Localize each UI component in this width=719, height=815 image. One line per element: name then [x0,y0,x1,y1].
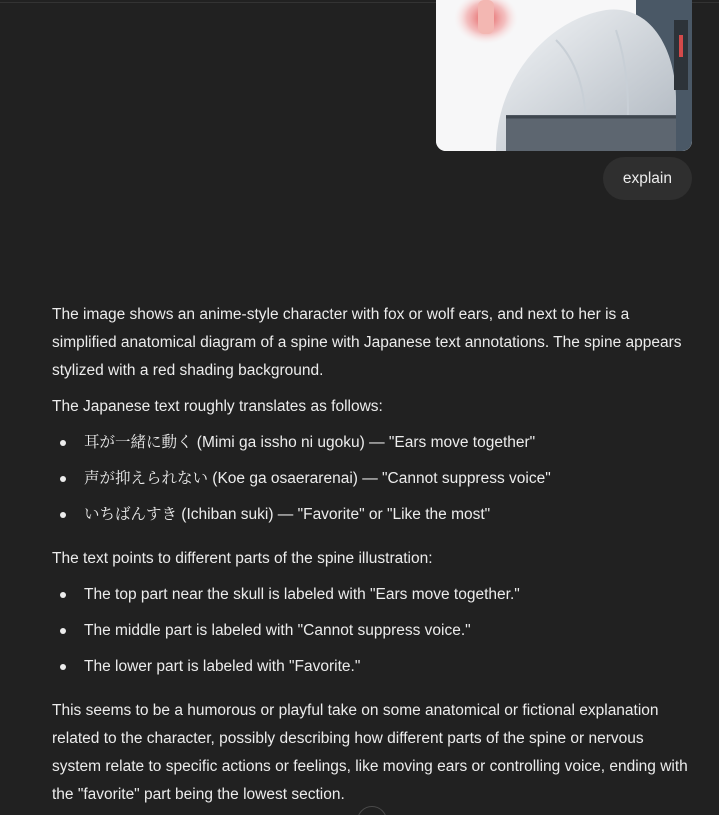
list-item-text: The middle part is labeled with "Cannot suppress voice." [84,622,471,639]
assistant-conclusion: This seems to be a humorous or playful take on some anatomical or fictional explanation related to the character, possibly describing how different parts of the spine or nervous system relate to specific actions or feelings, like moving ears or controlling voice, ending with the "favorite" part being the lowest section. [52,702,688,803]
bullet-icon [60,592,66,598]
uploaded-image-illustration [436,0,692,151]
list-item [52,617,692,653]
bullet-icon [60,440,66,446]
list-item [52,501,692,537]
assistant-message [52,301,692,815]
user-message-text: explain [622,169,672,187]
list-item-text: 耳が一緒に動く (Mimi ga issho ni ugoku) — "Ears move together" [84,434,536,451]
list-item [52,465,692,501]
points-list [52,581,692,689]
bullet-icon [60,476,66,482]
translation-list [52,429,692,537]
list-item-text: いちばんすき (Ichiban suki) — "Favorite" or "Like the most" [84,506,491,523]
list-item-text: 声が抑えられない (Koe ga osaerarenai) — "Cannot suppress voice" [84,470,551,487]
assistant-intro: The image shows an anime-style character with fox or wolf ears, and next to her is a simplified anatomical diagram of a spine with Japanese text annotations. The spine appears stylized with a red shading background. [52,306,682,379]
list-item [52,653,692,689]
list-item [52,429,692,465]
bullet-icon [60,628,66,634]
translation-heading: The Japanese text roughly translates as follows: [52,398,383,415]
list-item-text: The top part near the skull is labeled with "Ears move together." [84,586,520,603]
bullet-icon [60,512,66,518]
uploaded-image[interactable] [436,0,692,151]
bullet-icon [60,664,66,670]
user-message-bubble [603,157,692,200]
list-item-text: The lower part is labeled with "Favorite." [84,658,361,675]
list-item [52,581,692,617]
points-heading: The text points to different parts of the spine illustration: [52,550,433,567]
